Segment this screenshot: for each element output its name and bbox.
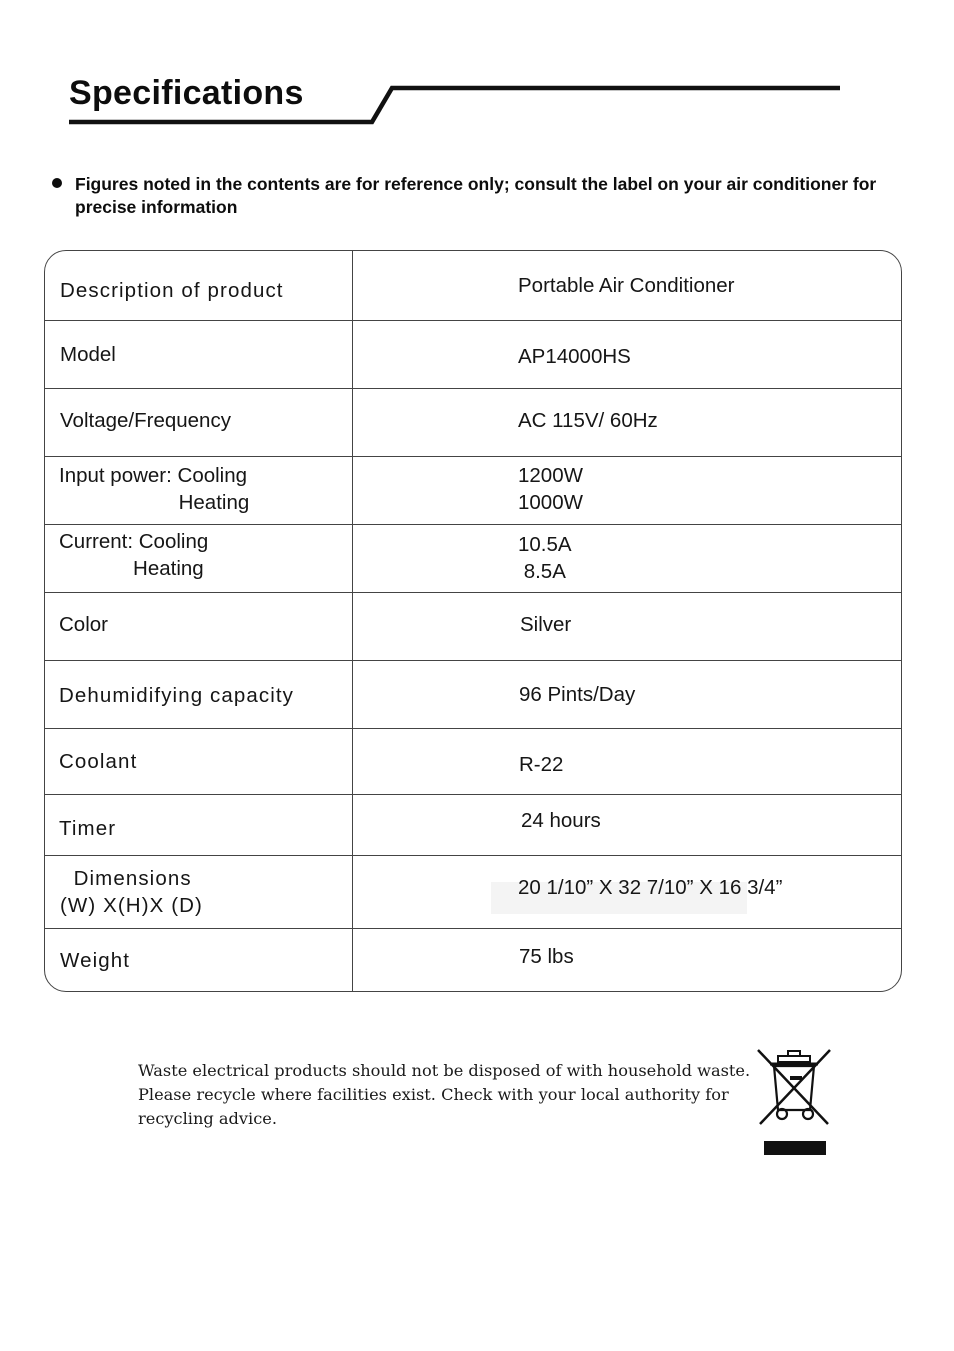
spec-row-description [45,251,901,321]
spec-value: 1200W 1000W [518,464,583,514]
reference-note [52,173,932,219]
spec-label: Weight [60,949,131,972]
spec-row-voltage [45,389,901,457]
spec-row-current [45,525,901,593]
spec-label: Dehumidifying capacity [59,684,294,707]
page-title: Specifications [69,74,304,112]
specifications-table [44,250,902,992]
crossed-out-wheelie-bin-icon [752,1046,836,1160]
spec-label: Coolant [59,750,138,773]
spec-value: 20 1/10” X 32 7/10” X 16 3/4” [518,876,783,899]
spec-value: AP14000HS [518,345,631,368]
spec-row-model [45,321,901,389]
spec-row-input-power [45,457,901,525]
disposal-notice-line: recycling advice. [138,1109,278,1128]
spec-value: R-22 [519,753,564,776]
header-rule [0,0,954,140]
spec-row-dimensions [45,856,901,929]
spec-row-coolant [45,729,901,795]
disposal-notice-line: Waste electrical products should not be disposed of with household waste. [138,1061,751,1080]
spec-label: Description of product [60,279,284,302]
spec-row-dehumidifying [45,661,901,729]
spec-value: 24 hours [521,809,601,832]
spec-row-weight [45,929,901,992]
spec-value: 96 Pints/Day [519,683,636,706]
spec-value: 75 lbs [519,945,574,968]
spec-value: Silver [520,613,572,636]
spec-label: Model [60,343,116,366]
bullet-icon [52,178,62,188]
disposal-notice [138,1059,758,1131]
spec-label: Dimensions (W) X(H)X (D) [60,867,203,917]
reference-note-text: Figures noted in the contents are for reference only; consult the label on your air conditioner for precise information [75,174,877,217]
spec-row-color [45,593,901,661]
spec-value: 10.5A 8.5A [518,533,572,583]
disposal-notice-line: Please recycle where facilities exist. Check with your local authority for [138,1085,729,1104]
spec-value: AC 115V/ 60Hz [518,409,658,432]
spec-row-timer [45,795,901,856]
spec-label: Voltage/Frequency [60,409,231,432]
spec-label: Input power: Cooling Heating [59,464,250,514]
spec-label: Current: Cooling Heating [59,530,209,580]
spec-value: Portable Air Conditioner [518,274,735,297]
spec-label: Timer [59,817,117,840]
spec-label: Color [59,613,108,636]
